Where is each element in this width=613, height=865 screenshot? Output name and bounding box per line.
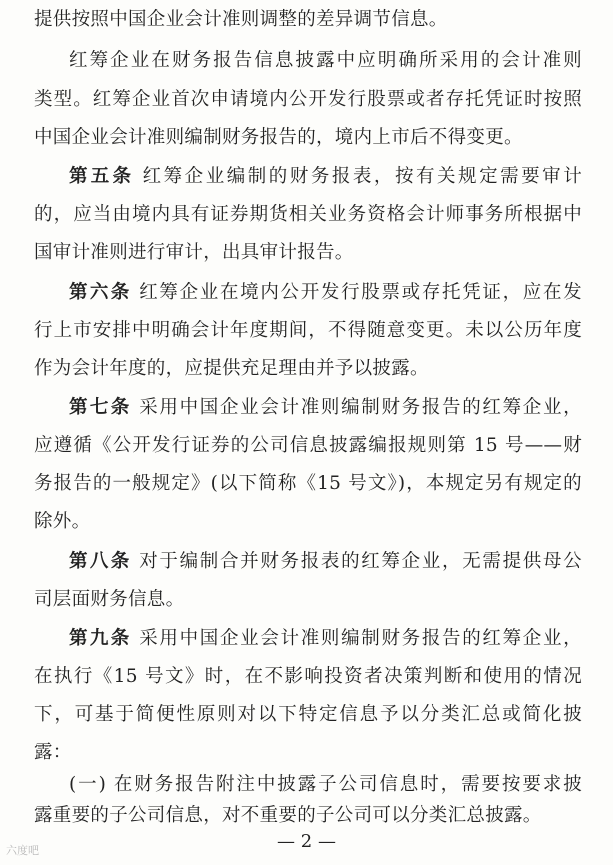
text-line: 务报告的一般规定》(以下简称《15 号文》)，本规定另有规定的 — [34, 473, 582, 494]
text-line: 的，应当由境内具有证券期货相关业务资格会计师事务所根据中 — [34, 204, 582, 225]
article-8-heading-line: 第八条 对于编制合并财务报表的红筹企业，无需提供母公 — [69, 551, 582, 572]
list-item-line: (一) 在财务报告附注中披露子公司信息时，需要按要求披 — [69, 774, 582, 795]
article-9-heading-line: 第九条 采用中国企业会计准则编制财务报告的红筹企业， — [69, 628, 582, 649]
text-line: 行上市安排中明确会计年度期间，不得随意变更。未以公历年度 — [34, 320, 582, 341]
text-line: 国审计准则进行审计，出具审计报告。 — [34, 242, 354, 263]
text-line: 类型。红筹企业首次申请境内公开发行股票或者存托凭证时按照 — [34, 89, 582, 110]
text-line: 作为会计年度的，应提供充足理由并予以披露。 — [34, 358, 429, 379]
page-number: — 2 — — [277, 831, 336, 852]
article-6-heading-line: 第六条 红筹企业在境内公开发行股票或存托凭证，应在发 — [69, 282, 582, 303]
article-label: 第七条 — [69, 397, 132, 418]
text-line: 下，可基于简便性原则对以下特定信息予以分类汇总或简化披 — [34, 704, 582, 725]
article-label: 第五条 — [69, 166, 135, 187]
text-line: 在执行《15 号文》时，在不影响投资者决策判断和使用的情况 — [34, 666, 582, 687]
text-line: 露重要的子公司信息，对不重要的子公司可以分类汇总披露。 — [34, 805, 542, 826]
text-line: 司层面财务信息。 — [34, 589, 185, 610]
article-label: 第六条 — [69, 282, 132, 303]
text-line: 露： — [34, 742, 72, 763]
text-line: 中国企业会计准则编制财务报告的，境内上市后不得变更。 — [34, 127, 523, 148]
watermark-logo: 六度吧 — [6, 844, 39, 857]
text-line: 提供按照中国企业会计准则调整的差异调节信息。 — [34, 9, 448, 30]
text-line: 除外。 — [34, 511, 91, 532]
text-line: 应遵循《公开发行证券的公司信息披露编报规则第 15 号——财 — [34, 435, 582, 456]
article-label: 第八条 — [69, 551, 132, 572]
article-label: 第九条 — [69, 628, 132, 649]
text-line: 红筹企业在财务报告信息披露中应明确所采用的会计准则 — [69, 50, 582, 71]
article-5-heading-line: 第五条 红筹企业编制的财务报表，按有关规定需要审计 — [69, 166, 582, 187]
article-7-heading-line: 第七条 采用中国企业会计准则编制财务报告的红筹企业， — [69, 397, 582, 418]
